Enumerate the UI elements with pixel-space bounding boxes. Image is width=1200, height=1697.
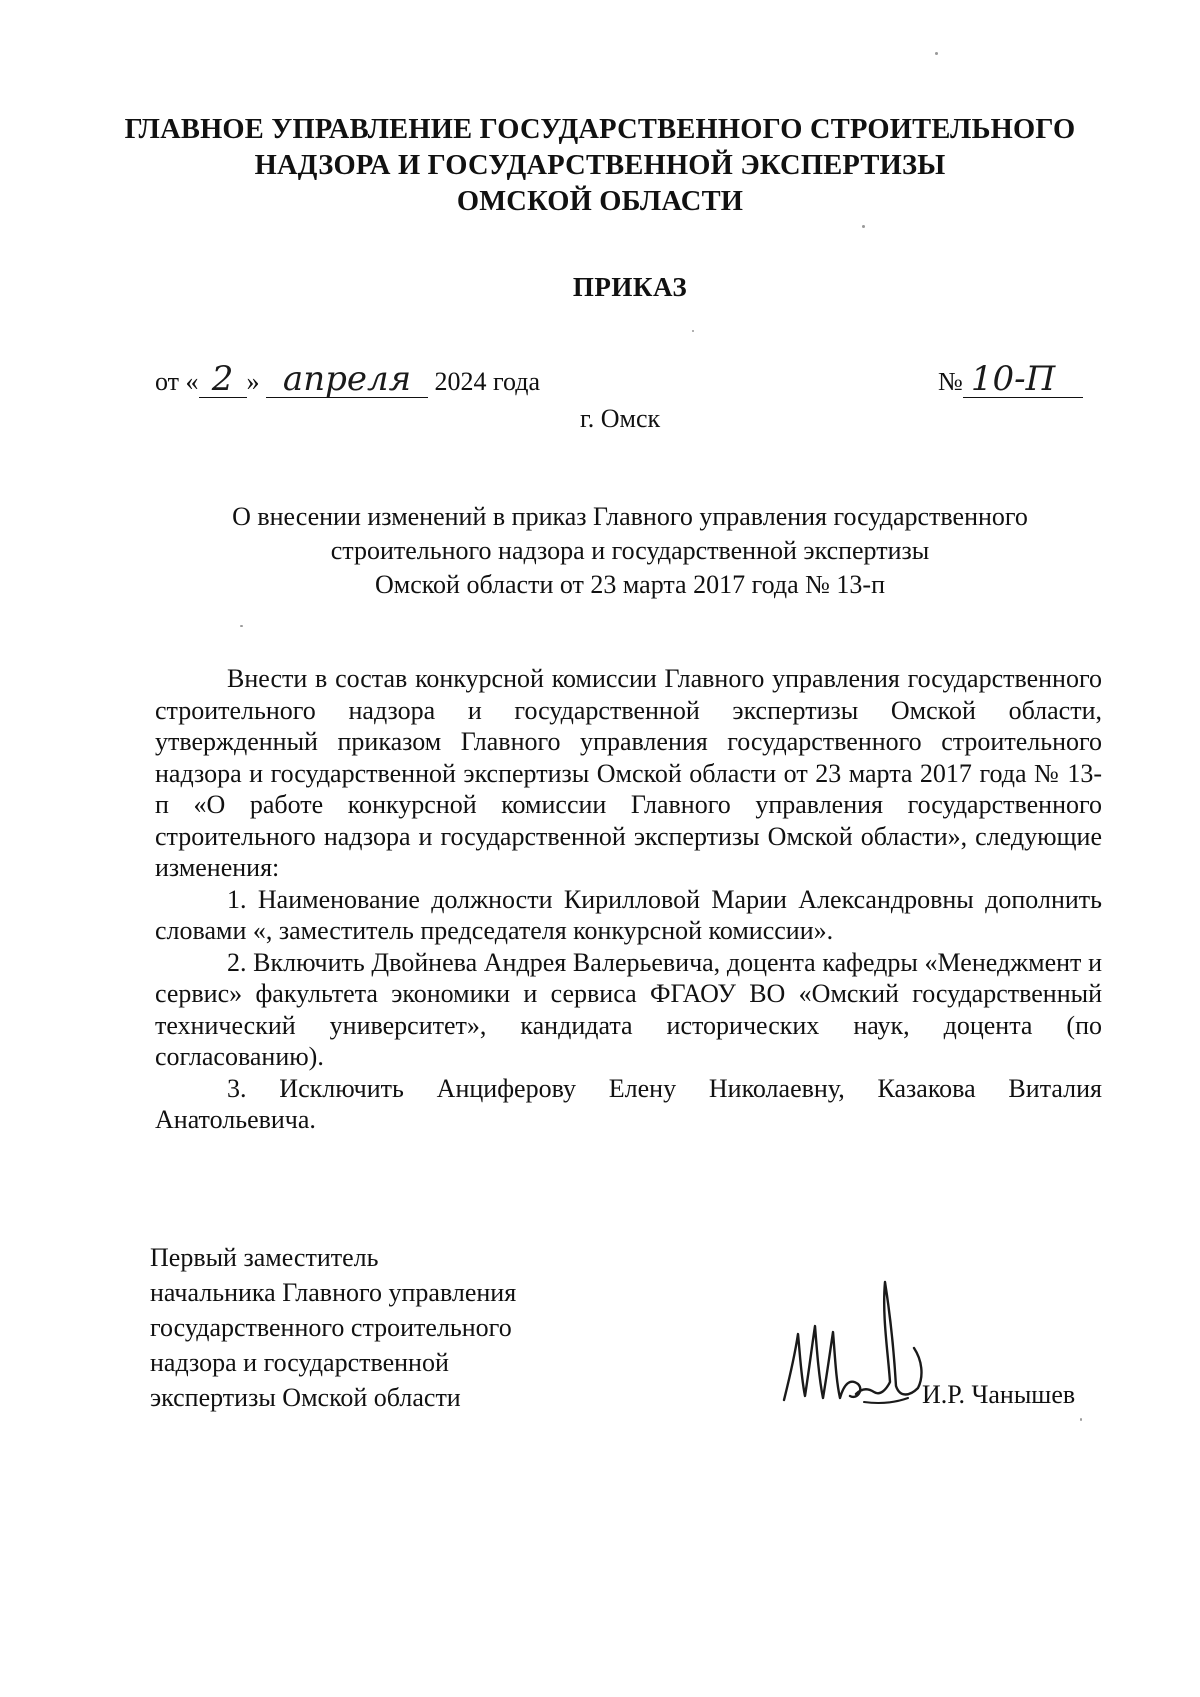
subject-line-3: Омской области от 23 марта 2017 года № 13-п bbox=[374, 570, 886, 599]
scan-speck bbox=[240, 625, 243, 627]
date-month: апреля bbox=[282, 359, 412, 399]
org-line-2: НАДЗОРА И ГОСУДАРСТВЕННОЙ ЭКСПЕРТИЗЫ bbox=[254, 150, 946, 181]
order-subject bbox=[150, 500, 1110, 602]
date-prefix: от « bbox=[155, 367, 199, 396]
scan-speck bbox=[862, 225, 865, 228]
scan-speck bbox=[935, 52, 938, 55]
signer-line-5: экспертизы Омской области bbox=[150, 1383, 461, 1412]
date-day: 2 bbox=[211, 359, 234, 399]
signer-line-2: начальника Главного управления bbox=[150, 1278, 517, 1307]
signer-name: И.Р. Чанышев bbox=[922, 1380, 1076, 1409]
date-day-field bbox=[199, 359, 247, 399]
subject-line-1: О внесении изменений в приказ Главного управления государственного bbox=[232, 502, 1028, 531]
number-value: 10-П bbox=[970, 359, 1056, 399]
date-quote-close: » bbox=[246, 367, 260, 396]
number-sign: № bbox=[938, 367, 963, 396]
org-line-1: ГЛАВНОЕ УПРАВЛЕНИЕ ГОСУДАРСТВЕННОГО СТРОИТЕЛЬНОГО bbox=[124, 114, 1076, 145]
number-field bbox=[963, 359, 1083, 399]
body-item-2: 2. Включить Двойнева Андрея Валерьевича, доцента кафедры «Менеджмент и сервис» факультета экономики и сервиса ФГАОУ ВО «Омский государственный технический университет», кандидата исторических наук, доцента (по согласованию). bbox=[155, 947, 1102, 1071]
scan-speck bbox=[1080, 1418, 1082, 1421]
date-year: 2024 года bbox=[434, 367, 541, 396]
body-item-3: 3. Исключить Анциферову Елену Николаевну, Казакова Виталия Анатольевича. bbox=[155, 1073, 1102, 1134]
signer-line-3: государственного строительного bbox=[150, 1313, 512, 1342]
organization-header bbox=[100, 112, 1100, 220]
date-month-field bbox=[266, 359, 428, 399]
signer-line-4: надзора и государственной bbox=[150, 1348, 449, 1377]
body-item-1: 1. Наименование должности Кирилловой Марии Александровны дополнить словами «, заместитель председателя конкурсной комиссии». bbox=[155, 884, 1102, 945]
order-number bbox=[938, 359, 1083, 399]
order-body bbox=[155, 663, 1102, 1136]
signer-line-1: Первый заместитель bbox=[150, 1243, 379, 1272]
subject-line-2: строительного надзора и государственной экспертизы bbox=[330, 536, 930, 565]
handwritten-signature bbox=[778, 1272, 933, 1410]
org-line-3: ОМСКОЙ ОБЛАСТИ bbox=[456, 186, 744, 217]
body-intro: Внести в состав конкурсной комиссии Главного управления государственного строительного надзора и государственной экспертизы Омской области, утвержденный приказом Главного управления государственного строительного надзора и государственной экспертизы Омской области от 23 марта 2017 года № 13-п «О работе конкурсной комиссии Главного управления государственного строительного надзора и государственной экспертизы Омской области», следующие изменения: bbox=[155, 664, 1102, 882]
order-date bbox=[155, 359, 541, 399]
document-type: ПРИКАЗ bbox=[572, 272, 688, 302]
signer-position bbox=[150, 1240, 516, 1415]
scan-speck bbox=[692, 330, 694, 332]
city: г. Омск bbox=[580, 404, 661, 433]
